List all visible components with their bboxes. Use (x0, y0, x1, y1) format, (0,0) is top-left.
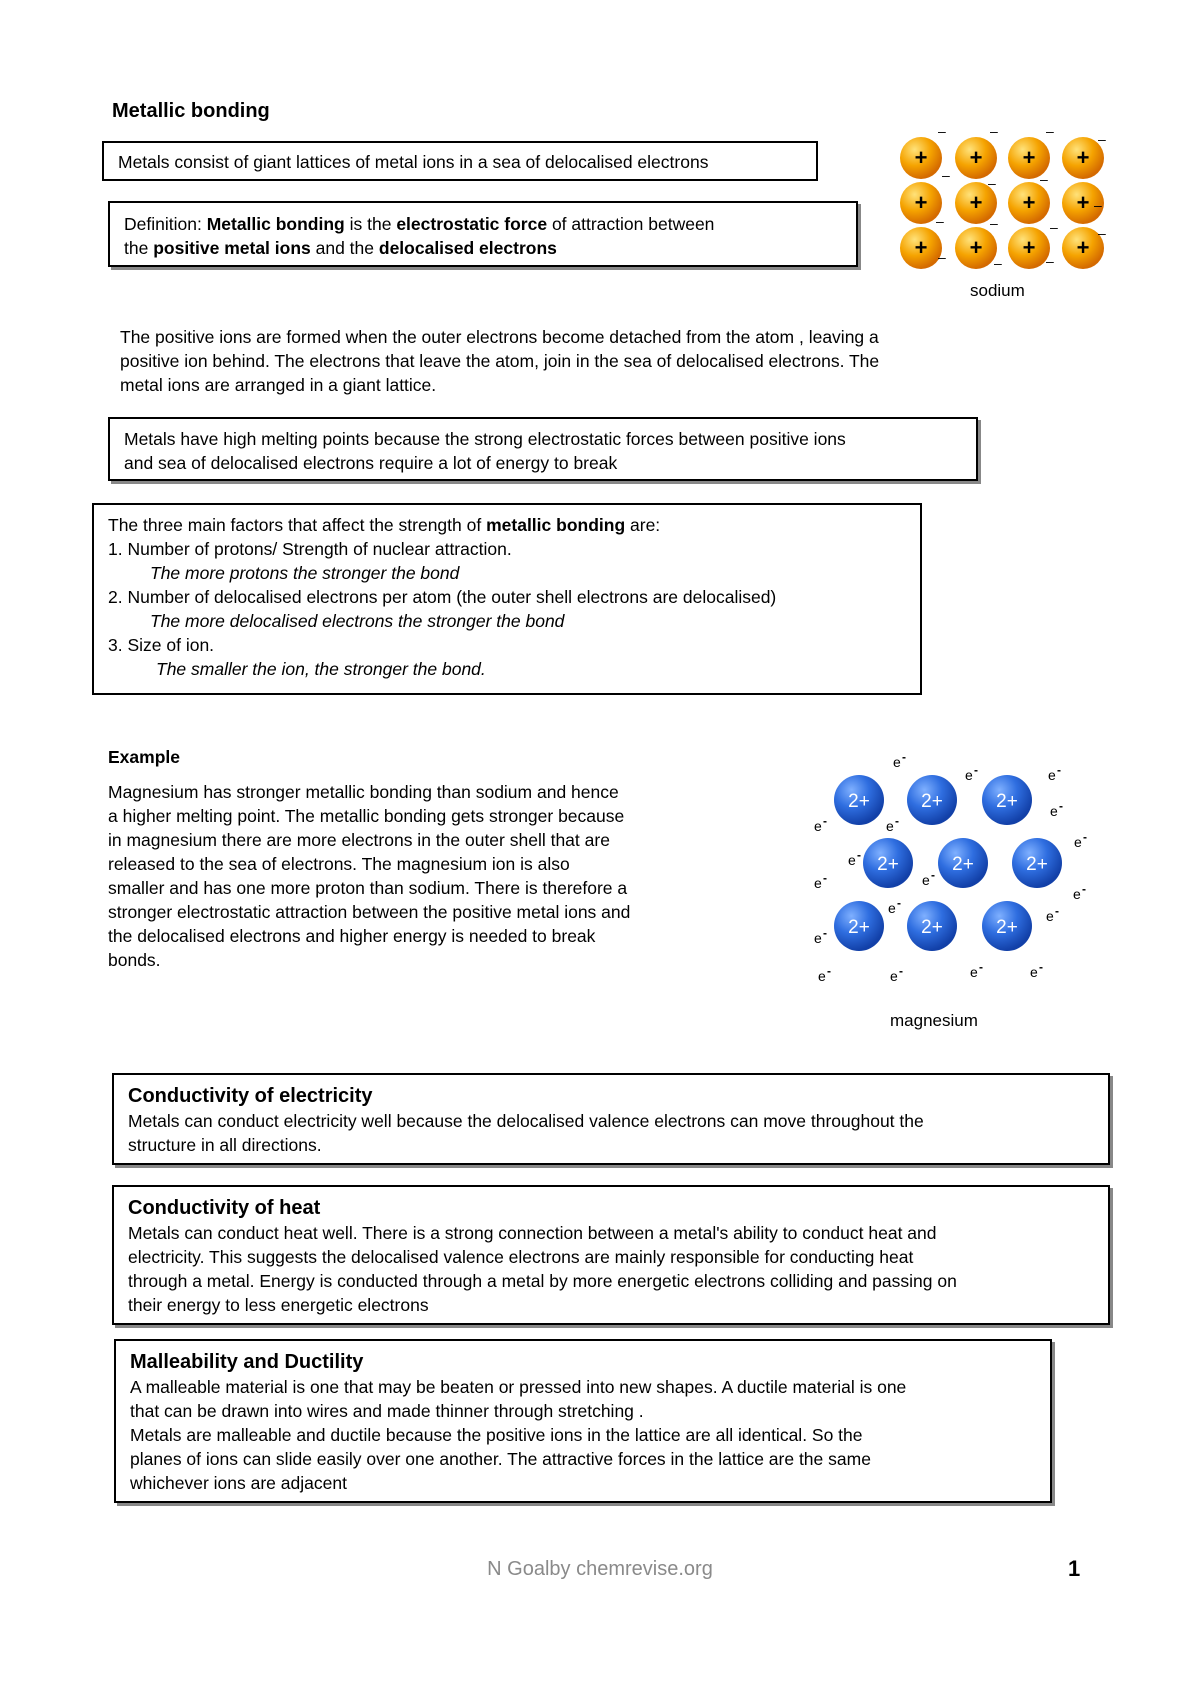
svg-text:-: - (931, 868, 935, 882)
magnesium-ion (982, 775, 1032, 825)
sodium-electron: – (990, 128, 998, 139)
svg-text:+: + (969, 145, 983, 170)
svg-text:+: + (969, 235, 983, 260)
magnesium-electron (814, 814, 827, 834)
magnesium-ion (938, 838, 988, 888)
sodium-electron: – (1046, 253, 1054, 269)
svg-text:e: e (1046, 908, 1054, 924)
example-line: stronger electrostatic attraction between the positive metal ions and (108, 902, 631, 922)
example-line: a higher melting point. The metallic bonding gets stronger because (108, 806, 625, 826)
positive-ions-paragraph (120, 325, 879, 397)
sodium-electron: – (1040, 171, 1048, 187)
svg-text:e: e (1048, 767, 1056, 783)
magnesium-electron (970, 960, 983, 980)
malleability-line: planes of ions can slide easily over one another. The attractive forces in the lattice are the same (130, 1449, 871, 1469)
sodium-electron: – (942, 167, 950, 183)
magnesium-ion (834, 775, 884, 825)
electricity-heading: Conductivity of electricity (128, 1085, 373, 1107)
svg-text:e: e (893, 754, 901, 770)
heat-line: Metals can conduct heat well. There is a strong connection between a metal's ability to conduct heat and (128, 1223, 937, 1243)
magnesium-electron (965, 763, 978, 783)
magnesium-electron (1048, 763, 1061, 783)
sodium-electron: – (1098, 131, 1106, 147)
svg-text:e: e (970, 964, 978, 980)
example-line: in magnesium there are more electrons in the outer shell that are (108, 830, 610, 850)
heat-line: electricity. This suggests the delocalised valence electrons are mainly responsible for conducting heat (128, 1247, 914, 1267)
magnesium-electron (818, 964, 831, 984)
definition-box (108, 201, 858, 267)
svg-text:+: + (1076, 190, 1090, 215)
sodium-lattice-diagram (890, 128, 1110, 303)
page-title: Metallic bonding (112, 100, 270, 122)
example-line: smaller and has one more proton than sodium. There is therefore a (108, 878, 628, 898)
paragraph-line: The positive ions are formed when the outer electrons become detached from the atom , leaving a (120, 327, 879, 347)
svg-text:2+: 2+ (921, 917, 943, 938)
svg-text:e: e (848, 852, 856, 868)
svg-text:-: - (899, 964, 903, 978)
sodium-ion (900, 227, 942, 269)
svg-text:e: e (965, 767, 973, 783)
example-heading: Example (108, 747, 180, 767)
magnesium-electron (1046, 904, 1059, 924)
magnesium-ion (1012, 838, 1062, 888)
sodium-electron: – (988, 175, 996, 191)
svg-text:+: + (1076, 145, 1090, 170)
magnesium-electron (1050, 799, 1063, 819)
sodium-ion (900, 137, 942, 179)
magnesium-electron (1030, 960, 1043, 980)
svg-text:+: + (914, 145, 928, 170)
svg-text:-: - (1059, 799, 1063, 813)
sodium-electron: – (1046, 128, 1054, 139)
paragraph-line: positive ion behind. The electrons that leave the atom, join in the sea of delocalised electrons. The (120, 351, 880, 371)
magnesium-electron (888, 896, 901, 916)
svg-text:e: e (1050, 803, 1058, 819)
sodium-electron: – (938, 128, 946, 139)
malleability-box (114, 1339, 1052, 1503)
sodium-electron: – (1050, 219, 1058, 235)
heat-line: through a metal. Energy is conducted through a metal by more energetic electrons colliding and passing on (128, 1271, 957, 1291)
malleability-line: whichever ions are adjacent (130, 1473, 347, 1493)
sodium-electron: – (936, 213, 944, 229)
svg-text:-: - (823, 926, 827, 940)
malleability-line: that can be drawn into wires and made thinner through stretching . (130, 1401, 644, 1421)
magnesium-ion (834, 901, 884, 951)
svg-text:+: + (1022, 190, 1036, 215)
magnesium-electron (1073, 882, 1086, 902)
svg-text:-: - (974, 763, 978, 777)
page-number: 1 (1068, 1556, 1081, 1581)
definition-line-2: the positive metal ions and the delocalised electrons (124, 238, 557, 258)
svg-text:-: - (1082, 882, 1086, 896)
magnesium-electron (922, 868, 935, 888)
factor-item: 2. Number of delocalised electrons per atom (the outer shell electrons are delocalised) (108, 587, 777, 607)
factor-note: The more delocalised electrons the stronger the bond (150, 611, 565, 631)
magnesium-ion (982, 901, 1032, 951)
svg-text:2+: 2+ (848, 791, 870, 812)
intro-text: Metals consist of giant lattices of metal ions in a sea of delocalised electrons (118, 152, 709, 172)
svg-text:-: - (1057, 763, 1061, 777)
magnesium-electron (848, 848, 861, 868)
factors-intro: The three main factors that affect the strength of metallic bonding are: (108, 515, 661, 535)
malleability-heading: Malleability and Ductility (130, 1351, 364, 1373)
magnesium-electron (890, 964, 903, 984)
sodium-ion (1008, 182, 1050, 224)
svg-text:-: - (1039, 960, 1043, 974)
svg-text:e: e (814, 930, 822, 946)
svg-text:e: e (814, 818, 822, 834)
sodium-electron: – (990, 215, 998, 231)
magnesium-electron (1074, 830, 1087, 850)
svg-text:-: - (979, 960, 983, 974)
example-line: the delocalised electrons and higher energy is needed to break (108, 926, 596, 946)
svg-text:-: - (857, 848, 861, 862)
svg-text:2+: 2+ (952, 854, 974, 875)
sodium-electron: – (938, 249, 946, 265)
svg-text:+: + (969, 190, 983, 215)
heat-line: their energy to less energetic electrons (128, 1295, 429, 1315)
magnesium-electron (814, 871, 827, 891)
magnesium-ion (907, 775, 957, 825)
svg-text:e: e (814, 875, 822, 891)
magnesium-electron (893, 750, 906, 770)
svg-text:-: - (1055, 904, 1059, 918)
magnesium-label: magnesium (890, 1011, 978, 1030)
malleability-line: Metals are malleable and ductile because the positive ions in the lattice are all identical. So the (130, 1425, 863, 1445)
magnesium-ion (907, 901, 957, 951)
sodium-ion (955, 137, 997, 179)
example-line: bonds. (108, 950, 161, 970)
svg-text:+: + (914, 190, 928, 215)
svg-text:+: + (1022, 235, 1036, 260)
sodium-ion (1008, 227, 1050, 269)
magnesium-electron (814, 926, 827, 946)
sodium-electron: – (1098, 225, 1106, 241)
electricity-box (112, 1073, 1110, 1165)
sodium-label: sodium (970, 281, 1025, 300)
svg-text:2+: 2+ (921, 791, 943, 812)
heat-box (112, 1185, 1110, 1325)
sodium-electron: – (994, 255, 1002, 271)
example-line: released to the sea of electrons. The magnesium ion is also (108, 854, 570, 874)
melting-point-box (108, 417, 978, 481)
magnesium-electron (886, 814, 899, 834)
factor-note: The more protons the stronger the bond (150, 563, 460, 583)
heat-heading: Conductivity of heat (128, 1197, 321, 1219)
factor-item: 1. Number of protons/ Strength of nuclear attraction. (108, 539, 512, 559)
svg-text:e: e (1074, 834, 1082, 850)
melting-line: Metals have high melting points because the strong electrostatic forces between positive ions (124, 429, 846, 449)
svg-text:+: + (914, 235, 928, 260)
magnesium-lattice-diagram (800, 745, 1100, 1035)
magnesium-ion (863, 838, 913, 888)
sodium-electron: – (1094, 197, 1102, 213)
svg-text:+: + (1076, 235, 1090, 260)
paragraph-line: metal ions are arranged in a giant lattice. (120, 375, 437, 395)
svg-text:2+: 2+ (996, 917, 1018, 938)
intro-box (102, 141, 818, 181)
definition-line-1: Definition: Metallic bonding is the electrostatic force of attraction between (124, 214, 715, 234)
factor-item: 3. Size of ion. (108, 635, 215, 655)
example-line: Magnesium has stronger metallic bonding than sodium and hence (108, 782, 619, 802)
svg-text:e: e (890, 968, 898, 984)
sodium-ion (955, 227, 997, 269)
factors-box (92, 503, 922, 695)
svg-text:e: e (888, 900, 896, 916)
svg-text:2+: 2+ (848, 917, 870, 938)
svg-text:-: - (827, 964, 831, 978)
factor-note: The smaller the ion, the stronger the bond. (156, 659, 486, 679)
svg-text:2+: 2+ (996, 791, 1018, 812)
svg-text:e: e (1030, 964, 1038, 980)
malleability-line: A malleable material is one that may be beaten or pressed into new shapes. A ductile material is one (130, 1377, 907, 1397)
footer-author: N Goalby chemrevise.org (487, 1558, 713, 1580)
svg-text:-: - (1083, 830, 1087, 844)
svg-text:e: e (886, 818, 894, 834)
svg-text:-: - (823, 871, 827, 885)
svg-text:+: + (1022, 145, 1036, 170)
svg-text:-: - (902, 750, 906, 764)
svg-text:-: - (823, 814, 827, 828)
example-paragraph (108, 780, 630, 972)
svg-text:e: e (922, 872, 930, 888)
svg-text:2+: 2+ (1026, 854, 1048, 875)
svg-text:2+: 2+ (877, 854, 899, 875)
melting-line: and sea of delocalised electrons require a lot of energy to break (124, 453, 618, 473)
svg-text:e: e (818, 968, 826, 984)
electricity-line: structure in all directions. (128, 1135, 322, 1155)
svg-text:-: - (895, 814, 899, 828)
svg-text:e: e (1073, 886, 1081, 902)
svg-text:-: - (897, 896, 901, 910)
electricity-line: Metals can conduct electricity well because the delocalised valence electrons can move throughout the (128, 1111, 924, 1131)
